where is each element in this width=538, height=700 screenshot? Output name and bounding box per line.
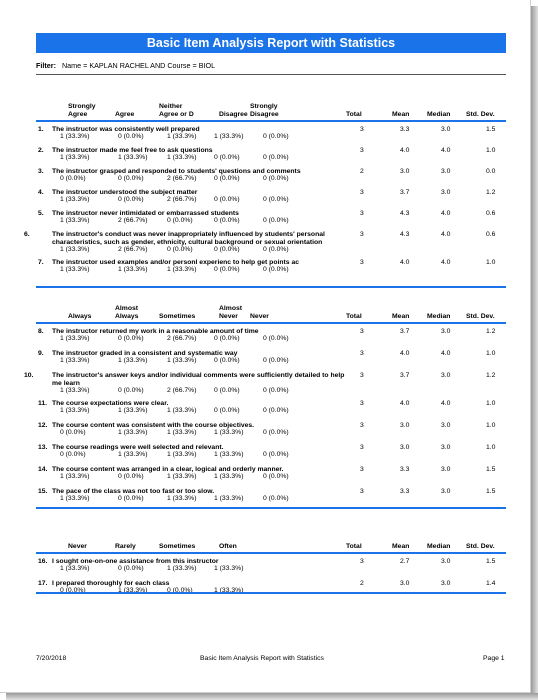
stat-sd: 1.5 bbox=[486, 558, 496, 565]
question-text bbox=[36, 350, 338, 357]
question-number: 2. bbox=[38, 147, 44, 154]
question-row bbox=[36, 328, 506, 350]
stat-total: 3 bbox=[360, 488, 364, 495]
response-count: 0 (0.0%) bbox=[214, 246, 240, 253]
question-label: The course expectations were clear. bbox=[52, 400, 169, 407]
stat-median: 4.0 bbox=[441, 210, 451, 217]
response-count: 0 (0.0%) bbox=[167, 246, 193, 253]
question-label: The course content was consistent with the course objectives. bbox=[52, 422, 255, 429]
response-count: 1 (33.3%) bbox=[118, 587, 148, 594]
question-number: 10. bbox=[24, 372, 34, 379]
stat-sd: 1.5 bbox=[486, 126, 496, 133]
stat-mean: 2.7 bbox=[400, 558, 410, 565]
question-row bbox=[36, 466, 506, 488]
response-count: 0 (0.0%) bbox=[167, 587, 193, 594]
stat-mean: 3.7 bbox=[400, 189, 410, 196]
column-header: Strongly Agree bbox=[68, 103, 96, 118]
response-count: 1 (33.3%) bbox=[167, 429, 197, 436]
response-counts bbox=[36, 407, 506, 416]
response-count: 0 (0.0%) bbox=[263, 246, 289, 253]
stat-mean: 3.0 bbox=[400, 444, 410, 451]
question-row bbox=[36, 558, 506, 580]
question-text bbox=[36, 444, 338, 451]
question-text bbox=[36, 168, 338, 175]
stat-sd: 1.5 bbox=[486, 466, 496, 473]
response-count: 0 (0.0%) bbox=[263, 154, 289, 161]
response-count: 0 (0.0%) bbox=[263, 217, 289, 224]
column-header: Total bbox=[346, 110, 362, 118]
question-label: The instructor never intimidated or embarrassed students bbox=[52, 210, 239, 217]
question-number: 8. bbox=[38, 328, 44, 335]
stat-median: 3.0 bbox=[441, 466, 451, 473]
question-number: 11. bbox=[38, 400, 48, 407]
page-shadow-bottom bbox=[6, 693, 538, 700]
response-counts bbox=[36, 387, 506, 396]
question-row bbox=[36, 259, 506, 280]
stat-total: 3 bbox=[360, 259, 364, 266]
stat-sd: 1.5 bbox=[486, 488, 496, 495]
response-count: 1 (33.3%) bbox=[60, 196, 90, 203]
question-row bbox=[36, 147, 506, 168]
response-count: 1 (33.3%) bbox=[167, 154, 197, 161]
stat-total: 3 bbox=[360, 422, 364, 429]
response-count: 1 (33.3%) bbox=[60, 246, 90, 253]
question-text bbox=[36, 400, 338, 407]
response-count: 0 (0.0%) bbox=[118, 175, 144, 182]
stat-total: 3 bbox=[360, 210, 364, 217]
column-header: Often bbox=[219, 542, 237, 550]
question-number: 6. bbox=[24, 231, 30, 238]
stat-mean: 3.7 bbox=[400, 328, 410, 335]
response-count: 0 (0.0%) bbox=[60, 429, 86, 436]
response-count: 2 (66.7%) bbox=[167, 335, 197, 342]
question-number: 9. bbox=[38, 350, 44, 357]
response-counts bbox=[36, 246, 506, 255]
response-count: 1 (33.3%) bbox=[167, 407, 197, 414]
response-counts bbox=[36, 196, 506, 205]
question-text bbox=[36, 147, 338, 154]
report-title: Basic Item Analysis Report with Statistics bbox=[36, 33, 506, 53]
response-count: 1 (33.3%) bbox=[60, 473, 90, 480]
column-header: Std. Dev. bbox=[466, 110, 495, 118]
response-count: 0 (0.0%) bbox=[263, 357, 289, 364]
stat-median: 3.0 bbox=[441, 488, 451, 495]
response-count: 1 (33.3%) bbox=[60, 495, 90, 502]
stat-sd: 1.2 bbox=[486, 189, 496, 196]
section-agreement bbox=[24, 94, 506, 280]
stat-sd: 1.0 bbox=[486, 422, 496, 429]
question-number: 7. bbox=[38, 259, 44, 266]
response-count: 1 (33.3%) bbox=[167, 133, 197, 140]
column-header: Median bbox=[427, 312, 451, 320]
stat-median: 3.0 bbox=[441, 444, 451, 451]
stat-median: 3.0 bbox=[441, 328, 451, 335]
page-shadow-right bbox=[531, 6, 538, 700]
stat-sd: 0.0 bbox=[486, 168, 496, 175]
response-counts bbox=[36, 451, 506, 460]
question-text bbox=[36, 189, 338, 196]
stat-mean: 3.3 bbox=[400, 126, 410, 133]
section-divider bbox=[36, 507, 506, 509]
response-count: 0 (0.0%) bbox=[263, 451, 289, 458]
filter-label: Filter: bbox=[36, 61, 56, 70]
response-count: 1 (33.3%) bbox=[118, 357, 148, 364]
stat-sd: 1.2 bbox=[486, 372, 496, 379]
column-header: Std. Dev. bbox=[466, 542, 495, 550]
response-counts bbox=[36, 154, 506, 163]
question-text bbox=[36, 422, 338, 429]
response-count: 1 (33.3%) bbox=[167, 266, 197, 273]
response-count: 0 (0.0%) bbox=[118, 196, 144, 203]
question-row bbox=[36, 126, 506, 147]
column-header: Almost Always bbox=[115, 305, 139, 320]
question-label: The instructor understood the subject matter bbox=[52, 189, 198, 196]
stat-median: 3.0 bbox=[441, 422, 451, 429]
question-number: 5. bbox=[38, 210, 44, 217]
stat-median: 3.0 bbox=[441, 372, 451, 379]
column-header: Strongly Disagree bbox=[250, 103, 279, 118]
question-text bbox=[36, 126, 338, 133]
response-count: 1 (33.3%) bbox=[214, 495, 244, 502]
response-counts bbox=[36, 175, 506, 184]
column-header: Neither Agree or D bbox=[159, 103, 194, 118]
question-number: 16. bbox=[38, 558, 48, 565]
response-count: 0 (0.0%) bbox=[118, 565, 144, 572]
question-text bbox=[36, 259, 338, 266]
response-count: 0 (0.0%) bbox=[118, 473, 144, 480]
response-counts bbox=[36, 495, 506, 504]
question-label: The instructor's conduct was never inappropriately influenced by students' personal characteristics, such as gender, ethnicity, cultural background or sexual orientation bbox=[52, 231, 325, 246]
stat-mean: 3.7 bbox=[400, 372, 410, 379]
response-count: 0 (0.0%) bbox=[214, 154, 240, 161]
filter-text: Name = KAPLAN RACHEL AND Course = BIOL bbox=[61, 61, 216, 70]
section-divider bbox=[36, 286, 506, 288]
response-count: 1 (33.3%) bbox=[60, 565, 90, 572]
response-count: 0 (0.0%) bbox=[118, 387, 144, 394]
question-label: The instructor's answer keys and/or individual comments were sufficiently detailed to help me learn bbox=[52, 372, 345, 387]
question-label: The instructor was consistently well prepared bbox=[52, 126, 200, 133]
stat-median: 4.0 bbox=[441, 400, 451, 407]
response-count: 1 (33.3%) bbox=[118, 451, 148, 458]
response-count: 1 (33.3%) bbox=[60, 266, 90, 273]
column-header: Mean bbox=[392, 542, 410, 550]
stat-median: 4.0 bbox=[441, 231, 451, 238]
stat-median: 3.0 bbox=[441, 558, 451, 565]
stat-mean: 4.0 bbox=[400, 350, 410, 357]
response-count: 2 (66.7%) bbox=[118, 217, 148, 224]
question-text bbox=[24, 231, 352, 246]
response-count: 1 (33.3%) bbox=[60, 154, 90, 161]
question-label: The pace of the class was not too fast or too slow. bbox=[52, 488, 215, 495]
response-count: 0 (0.0%) bbox=[263, 196, 289, 203]
question-text bbox=[36, 328, 338, 335]
response-count: 2 (66.7%) bbox=[167, 387, 197, 394]
response-counts bbox=[36, 565, 506, 574]
header-underline bbox=[36, 322, 506, 324]
response-count: 0 (0.0%) bbox=[214, 196, 240, 203]
response-count: 1 (33.3%) bbox=[118, 154, 148, 161]
stat-total: 3 bbox=[360, 444, 364, 451]
response-count: 0 (0.0%) bbox=[263, 175, 289, 182]
footer-page-number: Page 1 bbox=[483, 655, 505, 662]
response-count: 0 (0.0%) bbox=[167, 217, 193, 224]
column-header: Total bbox=[346, 542, 362, 550]
response-counts bbox=[36, 266, 506, 275]
header-underline bbox=[36, 120, 506, 122]
filter-divider bbox=[36, 74, 506, 75]
header-underline bbox=[36, 552, 506, 554]
response-counts bbox=[36, 133, 506, 142]
response-count: 0 (0.0%) bbox=[60, 587, 86, 594]
stat-sd: 1.4 bbox=[486, 580, 496, 587]
column-header: Sometimes bbox=[159, 312, 196, 320]
column-header: Sometimes bbox=[159, 542, 196, 550]
question-label: The instructor graded in a consistent and systematic way bbox=[52, 350, 238, 357]
response-count: 0 (0.0%) bbox=[214, 387, 240, 394]
response-count: 1 (33.3%) bbox=[167, 473, 197, 480]
response-count: 1 (33.3%) bbox=[167, 451, 197, 458]
question-number: 3. bbox=[38, 168, 44, 175]
stat-mean: 4.0 bbox=[400, 147, 410, 154]
stat-sd: 1.0 bbox=[486, 444, 496, 451]
stat-mean: 4.0 bbox=[400, 400, 410, 407]
question-row bbox=[36, 168, 506, 189]
response-count: 0 (0.0%) bbox=[214, 335, 240, 342]
stat-sd: 1.2 bbox=[486, 328, 496, 335]
stat-mean: 4.3 bbox=[400, 210, 410, 217]
response-count: 0 (0.0%) bbox=[214, 266, 240, 273]
stat-median: 3.0 bbox=[441, 168, 451, 175]
response-count: 0 (0.0%) bbox=[214, 217, 240, 224]
column-header-row bbox=[36, 296, 506, 322]
response-count: 1 (33.3%) bbox=[167, 565, 197, 572]
column-header: Agree bbox=[115, 110, 135, 118]
response-count: 2 (66.7%) bbox=[118, 246, 148, 253]
stat-sd: 1.0 bbox=[486, 147, 496, 154]
question-row bbox=[36, 210, 506, 231]
stat-mean: 4.0 bbox=[400, 259, 410, 266]
footer-title: Basic Item Analysis Report with Statistics bbox=[200, 655, 324, 662]
question-number: 13. bbox=[38, 444, 48, 451]
stat-total: 3 bbox=[360, 372, 364, 379]
question-label: The instructor used examples and/or personl experienc to help get points ac bbox=[52, 259, 300, 266]
column-header-row bbox=[36, 526, 506, 552]
stat-median: 3.0 bbox=[441, 580, 451, 587]
response-count: 1 (33.3%) bbox=[60, 407, 90, 414]
question-label: The course content was arranged in a clear, logical and orderly manner. bbox=[52, 466, 284, 473]
response-count: 0 (0.0%) bbox=[60, 175, 86, 182]
response-count: 1 (33.3%) bbox=[214, 133, 244, 140]
question-text bbox=[36, 210, 338, 217]
question-row bbox=[36, 444, 506, 466]
stat-mean: 4.3 bbox=[400, 231, 410, 238]
stat-total: 3 bbox=[360, 400, 364, 407]
stat-mean: 3.3 bbox=[400, 488, 410, 495]
response-count: 1 (33.3%) bbox=[167, 357, 197, 364]
response-count: 1 (33.3%) bbox=[118, 266, 148, 273]
response-count: 2 (66.7%) bbox=[167, 196, 197, 203]
column-header: Std. Dev. bbox=[466, 312, 495, 320]
response-count: 0 (0.0%) bbox=[214, 357, 240, 364]
stat-total: 2 bbox=[360, 580, 364, 587]
stat-total: 3 bbox=[360, 328, 364, 335]
response-count: 0 (0.0%) bbox=[118, 133, 144, 140]
column-header: Almost Never bbox=[219, 305, 243, 320]
stat-total: 2 bbox=[360, 168, 364, 175]
response-count: 0 (0.0%) bbox=[214, 175, 240, 182]
question-number: 12. bbox=[38, 422, 48, 429]
question-row bbox=[36, 189, 506, 210]
stat-total: 3 bbox=[360, 350, 364, 357]
question-number: 4. bbox=[38, 189, 44, 196]
section-divider bbox=[36, 592, 506, 594]
question-label: The instructor made me feel free to ask questions bbox=[52, 147, 213, 154]
question-text bbox=[36, 488, 338, 495]
response-count: 1 (33.3%) bbox=[214, 473, 244, 480]
stat-mean: 3.0 bbox=[400, 580, 410, 587]
column-header: Median bbox=[427, 110, 451, 118]
column-header: Never bbox=[68, 542, 87, 550]
response-count: 0 (0.0%) bbox=[263, 429, 289, 436]
response-count: 0 (0.0%) bbox=[263, 133, 289, 140]
stat-mean: 3.0 bbox=[400, 168, 410, 175]
question-row bbox=[36, 350, 506, 372]
question-row bbox=[24, 372, 506, 400]
column-header: Rarely bbox=[115, 542, 136, 550]
filter-line bbox=[36, 61, 215, 70]
stat-sd: 0.6 bbox=[486, 210, 496, 217]
column-header-row bbox=[36, 94, 506, 120]
response-count: 1 (33.3%) bbox=[60, 357, 90, 364]
question-label: The instructor grasped and responded to students' questions and comments bbox=[52, 168, 301, 175]
response-count: 2 (66.7%) bbox=[167, 175, 197, 182]
response-count: 1 (33.3%) bbox=[167, 495, 197, 502]
stat-sd: 0.6 bbox=[486, 231, 496, 238]
section-frequency bbox=[24, 296, 506, 510]
response-count: 1 (33.3%) bbox=[60, 217, 90, 224]
response-counts bbox=[36, 429, 506, 438]
response-count: 0 (0.0%) bbox=[263, 495, 289, 502]
response-count: 0 (0.0%) bbox=[60, 451, 86, 458]
response-count: 1 (33.3%) bbox=[60, 133, 90, 140]
question-label: The course readings were well selected and relevant. bbox=[52, 444, 224, 451]
footer-date: 7/20/2018 bbox=[36, 655, 67, 662]
question-row bbox=[36, 422, 506, 444]
response-count: 1 (33.3%) bbox=[214, 587, 244, 594]
question-text bbox=[24, 372, 352, 387]
response-count: 0 (0.0%) bbox=[263, 387, 289, 394]
response-count: 0 (0.0%) bbox=[263, 335, 289, 342]
column-header: Total bbox=[346, 312, 362, 320]
section-assistance bbox=[36, 526, 506, 602]
response-count: 0 (0.0%) bbox=[263, 407, 289, 414]
question-text bbox=[36, 580, 338, 587]
column-header: Median bbox=[427, 542, 451, 550]
question-text bbox=[36, 558, 338, 565]
response-count: 1 (33.3%) bbox=[60, 387, 90, 394]
response-count: 1 (33.3%) bbox=[214, 429, 244, 436]
stat-median: 3.0 bbox=[441, 189, 451, 196]
question-row bbox=[24, 231, 506, 259]
column-header: Mean bbox=[392, 110, 410, 118]
column-header: Always bbox=[68, 312, 92, 320]
response-count: 1 (33.3%) bbox=[118, 429, 148, 436]
response-counts bbox=[36, 473, 506, 482]
question-number: 14. bbox=[38, 466, 48, 473]
stat-total: 3 bbox=[360, 558, 364, 565]
response-counts bbox=[36, 335, 506, 344]
stat-sd: 1.0 bbox=[486, 350, 496, 357]
column-header: Disagree bbox=[219, 110, 248, 118]
question-label: The instructor returned my work in a reasonable amount of time bbox=[52, 328, 259, 335]
question-number: 17. bbox=[38, 580, 48, 587]
response-count: 0 (0.0%) bbox=[263, 473, 289, 480]
stat-total: 3 bbox=[360, 147, 364, 154]
stat-median: 4.0 bbox=[441, 350, 451, 357]
stat-sd: 1.0 bbox=[486, 400, 496, 407]
question-label: I sought one-on-one assistance from this instructor bbox=[52, 558, 219, 565]
stat-median: 4.0 bbox=[441, 147, 451, 154]
stat-mean: 3.0 bbox=[400, 422, 410, 429]
question-number: 15. bbox=[38, 488, 48, 495]
response-count: 1 (33.3%) bbox=[214, 565, 244, 572]
response-counts bbox=[36, 217, 506, 226]
response-count: 1 (33.3%) bbox=[214, 451, 244, 458]
response-count: 0 (0.0%) bbox=[263, 266, 289, 273]
question-text bbox=[36, 466, 338, 473]
response-count: 1 (33.3%) bbox=[118, 407, 148, 414]
stat-total: 3 bbox=[360, 126, 364, 133]
question-number: 1. bbox=[38, 126, 44, 133]
stat-mean: 3.3 bbox=[400, 466, 410, 473]
stat-median: 3.0 bbox=[441, 126, 451, 133]
question-row bbox=[36, 400, 506, 422]
stat-sd: 1.0 bbox=[486, 259, 496, 266]
stat-total: 3 bbox=[360, 231, 364, 238]
stat-median: 4.0 bbox=[441, 259, 451, 266]
response-counts bbox=[36, 357, 506, 366]
column-header: Never bbox=[250, 312, 269, 320]
question-label: I prepared thoroughly for each class bbox=[52, 580, 170, 587]
column-header: Mean bbox=[392, 312, 410, 320]
response-count: 1 (33.3%) bbox=[60, 335, 90, 342]
response-count: 0 (0.0%) bbox=[118, 335, 144, 342]
stat-total: 3 bbox=[360, 189, 364, 196]
stat-total: 3 bbox=[360, 466, 364, 473]
response-count: 0 (0.0%) bbox=[118, 495, 144, 502]
question-row bbox=[36, 580, 506, 602]
response-count: 0 (0.0%) bbox=[214, 407, 240, 414]
